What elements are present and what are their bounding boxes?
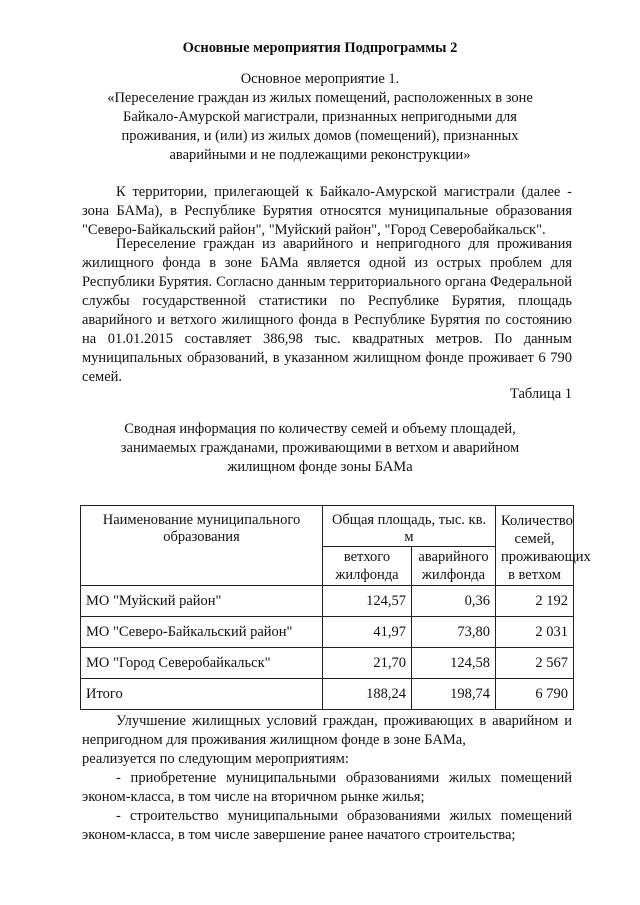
cell-emergency: 198,74	[412, 679, 496, 710]
header-old-housing: ветхого жилфонда	[323, 547, 412, 586]
cell-name: Итого	[81, 679, 323, 710]
cell-name: МО "Муйский район"	[81, 586, 323, 617]
paragraph-territory: К территории, прилегающей к Байкало-Амурской магистрали (далее - зона БАМа), в Республике Бурятия относятся муниципальные образования "Северо-Байкальский район", "Муйский район", "Город Северобайкальск".	[82, 184, 572, 238]
paragraph-resettlement: Переселение граждан из аварийного и непригодного для проживания жилищного фонда в зоне БАМа является одной из острых проблем для Республики Бурятия. Согласно данным территориального органа Федеральной службы государственной статистики по Республике Бурятия, площадь аварийного и ветхого жилищного фонда в Республике Бурятия по состоянию на 01.01.2015 составляет 386,98 тыс. квадратных метров. По данным муниципальных образований, в указанном жилищном фонде проживает 6 790 семей.	[82, 236, 572, 385]
cell-old: 124,57	[323, 586, 412, 617]
header-families	[496, 506, 591, 586]
cell-name: МО "Северо-Байкальский район"	[81, 617, 323, 648]
cell-families: 6 790	[496, 679, 574, 710]
cell-emergency: 73,80	[412, 617, 496, 648]
cell-families: 2 192	[496, 586, 574, 617]
table-row	[81, 617, 574, 648]
table-row-total	[81, 679, 574, 710]
event-number: Основное мероприятие 1.	[240, 71, 400, 87]
list-intro: реализуется по следующим мероприятиям:	[82, 751, 349, 767]
cell-old: 41,97	[323, 617, 412, 648]
paragraph-improvement: Улучшение жилищных условий граждан, проживающих в аварийном и непригодном для проживания жилищном фонде в зоне БАМа,	[82, 713, 572, 748]
header-emergency-housing: аварийного жилфонда	[412, 547, 496, 586]
header-municipality: Наименование муниципального образования	[81, 506, 323, 586]
table-row	[81, 586, 574, 617]
event-name: «Переселение граждан из жилых помещений, расположенных в зоне Байкало-Амурской магистрали, признанных непригодными для проживания, и (или) из жилых домов (помещений), признанных аварийными и не подлежащими реконструкции»	[107, 90, 533, 163]
cell-name: МО "Город Северобайкальск"	[81, 648, 323, 679]
summary-table	[80, 505, 591, 710]
cell-old: 21,70	[323, 648, 412, 679]
cell-emergency: 124,58	[412, 648, 496, 679]
cell-families: 2 031	[496, 617, 574, 648]
cell-emergency: 0,36	[412, 586, 496, 617]
header-families-text: Количество семей, проживающих в ветхом	[501, 513, 591, 583]
cell-old: 188,24	[323, 679, 412, 710]
cell-families: 2 567	[496, 648, 574, 679]
event-heading	[95, 70, 545, 165]
table-row	[81, 648, 574, 679]
header-total-area: Общая площадь, тыс. кв. м	[323, 506, 496, 547]
list-item: - приобретение муниципальными образованиями жилых помещений эконом-класса, в том числе на вторичном рынке жилья;	[82, 770, 572, 805]
table-label: Таблица 1	[509, 386, 572, 402]
list-item: - строительство муниципальными образованиями жилых помещений эконом-класса, в том числе завершение ранее начатого строительства;	[82, 808, 572, 843]
table-caption: Сводная информация по количеству семей и объему площадей, занимаемых гражданами, проживающими в ветхом и аварийном жилищном фонде зоны БАМа	[120, 421, 520, 475]
doc-title: Основные мероприятия Подпрограммы 2	[182, 40, 458, 56]
